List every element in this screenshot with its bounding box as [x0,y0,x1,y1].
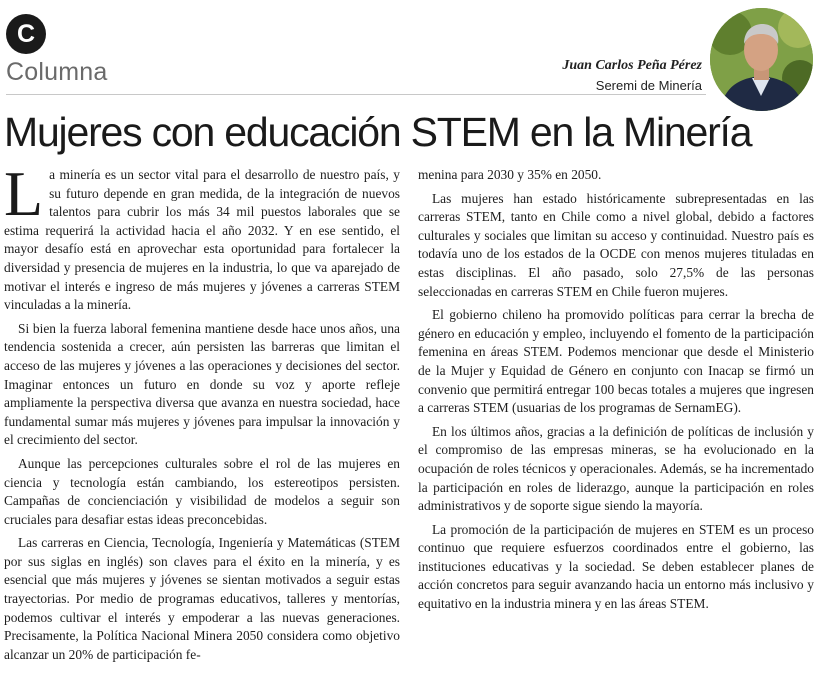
article-paragraph: Aunque las percepciones culturales sobre el rol de las mujeres en ciencia y tecnología están cambiando, los estereotipos persisten. Campañas de concienciación y visibilidad de modelos a seguir son cruciales para desafiar estas ideas preconcebidas. [4,455,400,527]
article-paragraph: Si bien la fuerza laboral femenina mantiene desde hace unos años, una tendencia sostenida a crecer, aún persisten las barreras que limitan el acceso de las mujeres y jóvenes a las operaciones y decisiones del sector. Imaginar entonces un futuro en donde su voz y aporte refleje ampliamente la perspectiva diversa que avanza en nuestra sociedad, hace fundamental sumar más mujeres y jóvenes para impulsar la innovación y el crecimiento del sector. [4,320,400,448]
article-paragraph: El gobierno chileno ha promovido políticas para cerrar la brecha de género en educación y empleo, incluyendo el fomento de la participación femenina en áreas STEM. Podemos mencionar que desde el Ministerio de la Mujer y Equidad de Género en conjunto con Inacap se firmó un convenio que permitirá entregar 100 becas totales a mujeres que ingresen a carreras STEM (usuarias de los programas de SernamEG). [418,307,814,416]
article-title: Mujeres con educación STEM en la Minería [4,109,752,155]
article-paragraph: La promoción de la participación de mujeres en STEM es un proceso continuo que requiere esfuerzos coordinados entre el gobierno, las instituciones educativas y la sociedad. Se deben establecer planes de acción concretos para seguir avanzando hacia un entorno más inclusivo y equitativo en la industria minera y en las áreas STEM. [418,521,814,612]
author-name: Juan Carlos Peña Pérez [562,58,702,73]
byline [562,58,702,93]
author-photo [710,8,813,111]
article-paragraph: Las carreras en Ciencia, Tecnología, Ingeniería y Matemáticas (STEM por sus siglas en inglés) son claves para el éxito en la minería, y es esencial que más mujeres y jóvenes se sientan motivados a seguir estas trayectorias. Por medio de programas educativos, talleres y mentorías, podemos cultivar el interés y empoderar a las nuevas generaciones. Precisamente, la Política Nacional Minera 2050 considera como objetivo alcanzar un 20% de participación fe- [4,535,400,662]
author-role: Seremi de Minería [595,78,702,93]
drop-cap: L [4,158,44,229]
article-paragraph: Las mujeres han estado históricamente subrepresentadas en las carreras STEM, tanto en Chile como a nivel global, debido a factores culturales y sociales que limitan su acceso y continuidad. Nuestro país es todavía uno de los estados de la OCDE con menos mujeres tituladas en estas disciplinas. El año pasado, solo 27,5% de las personas seleccionadas en carreras STEM en Chile fueron mujeres. [418,190,814,299]
article-paragraph: En los últimos años, gracias a la definición de políticas de inclusión y el compromiso de las empresas mineras, se ha evolucionado en la ocupación de roles técnicos y operacionales. Además, se ha incrementado la participación en roles de liderazgo, aunque la participación en roles administrativos y de soporte sigue siendo la mayoría. [418,423,814,514]
section-label: Columna [6,58,108,86]
article-paragraph: menina para 2030 y 35% en 2050. [418,167,602,182]
header-divider [6,94,706,95]
section-badge: C [6,14,46,54]
article-column-left [4,158,400,669]
article-column-right [418,166,814,619]
article-paragraph: La minería es un sector vital para el desarrollo de nuestro país, y su futuro depende en gran medida, de la integración de nuevos talentos para cubrir los más 34 mil puestos laborales que se estima requerirá la actividad hacia el año 2032. Y en ese sentido, el mayor desafío está en aprovechar esta oportunidad para fortalecer la diversidad y presencia de mujeres en la industria, lo que va aparejado de motivar el interés e ingreso de más mujeres y jóvenes a carreras STEM vinculadas a la minería. [4,158,400,313]
